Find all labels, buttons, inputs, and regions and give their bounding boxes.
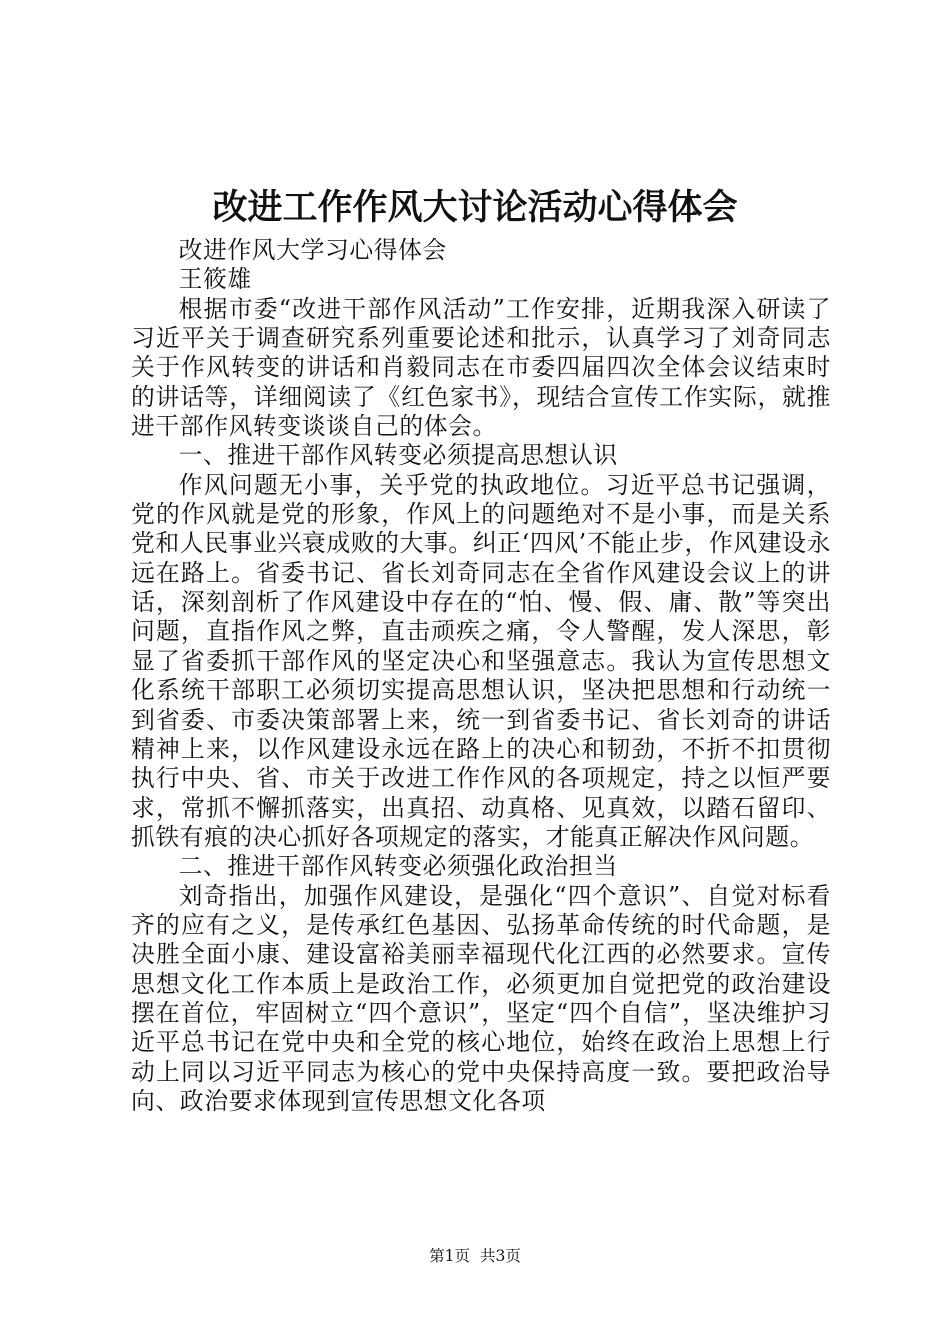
- document-body: [131, 236, 831, 1116]
- intro-paragraph: 根据市委“改进干部作风活动”工作安排，近期我深入研读了习近平关于调查研究系列重要论述和批示，认真学习了刘奇同志关于作风转变的讲话和肖毅同志在市委四届四次全体会议结束时的讲话等，详细阅读了《红色家书》，现结合宣传工作实际，就推进干部作风转变谈谈自己的体会。: [131, 294, 831, 441]
- subtitle-paragraph: 改进作风大学习心得体会: [178, 236, 447, 264]
- section-1-paragraph: 作风问题无小事，关乎党的执政地位。习近平总书记强调，党的作风就是党的形象，作风上的问题绝对不是小事，而是关系党和人民事业兴衰成败的大事。纠正‘四风’不能止步，作风建设永远在路上。省委书记、省长刘奇同志在全省作风建设会议上的讲话，深刻剖析了作风建设中存在的“怕、慢、假、庸、散”等突出问题，直指作风之弊，直击顽疾之痛，令人警醒，发人深思，彰显了省委抓干部作风的坚定决心和坚强意志。我认为宣传思想文化系统干部职工必须切实提高思想认识，坚决把思想和行动统一到省委、市委决策部署上来，统一到省委书记、省长刘奇的讲话精神上来，以作风建设永远在路上的决心和韧劲，不折不扣贯彻执行中央、省、市关于改进工作作风的各项规定，持之以恒严要求，常抓不懈抓落实，出真招、动真格、见真效，以踏石留印、抓铁有痕的决心抓好各项规定的落实，才能真正解决作风问题。: [131, 470, 831, 851]
- document-title: 改进工作作风大讨论活动心得体会: [212, 187, 738, 228]
- section-heading-1: 一、推进干部作风转变必须提高思想认识: [178, 441, 618, 470]
- author-paragraph: 王筱雄: [178, 265, 252, 294]
- page-total: 共3页: [480, 1247, 521, 1265]
- page-number: 第1页: [429, 1247, 470, 1265]
- section-2-paragraph: 刘奇指出，加强作风建设，是强化“四个意识”、自觉对标看齐的应有之义，是传承红色基因、弘扬革命传统的时代命题，是决胜全面小康、建设富裕美丽幸福现代化江西的必然要求。宣传思想文化工作本质上是政治工作，必须更加自觉把党的政治建设摆在首位，牢固树立“四个意识”，坚定“四个自信”，坚决维护习近平总书记在党中央和全党的核心地位，始终在政治上思想上行动上同以习近平同志为核心的党中央保持高度一致。要把政治导向、政治要求体现到宣传思想文化各项: [131, 881, 831, 1115]
- section-heading-2: 二、推进干部作风转变必须强化政治担当: [178, 852, 618, 881]
- page-footer: [0, 1246, 950, 1266]
